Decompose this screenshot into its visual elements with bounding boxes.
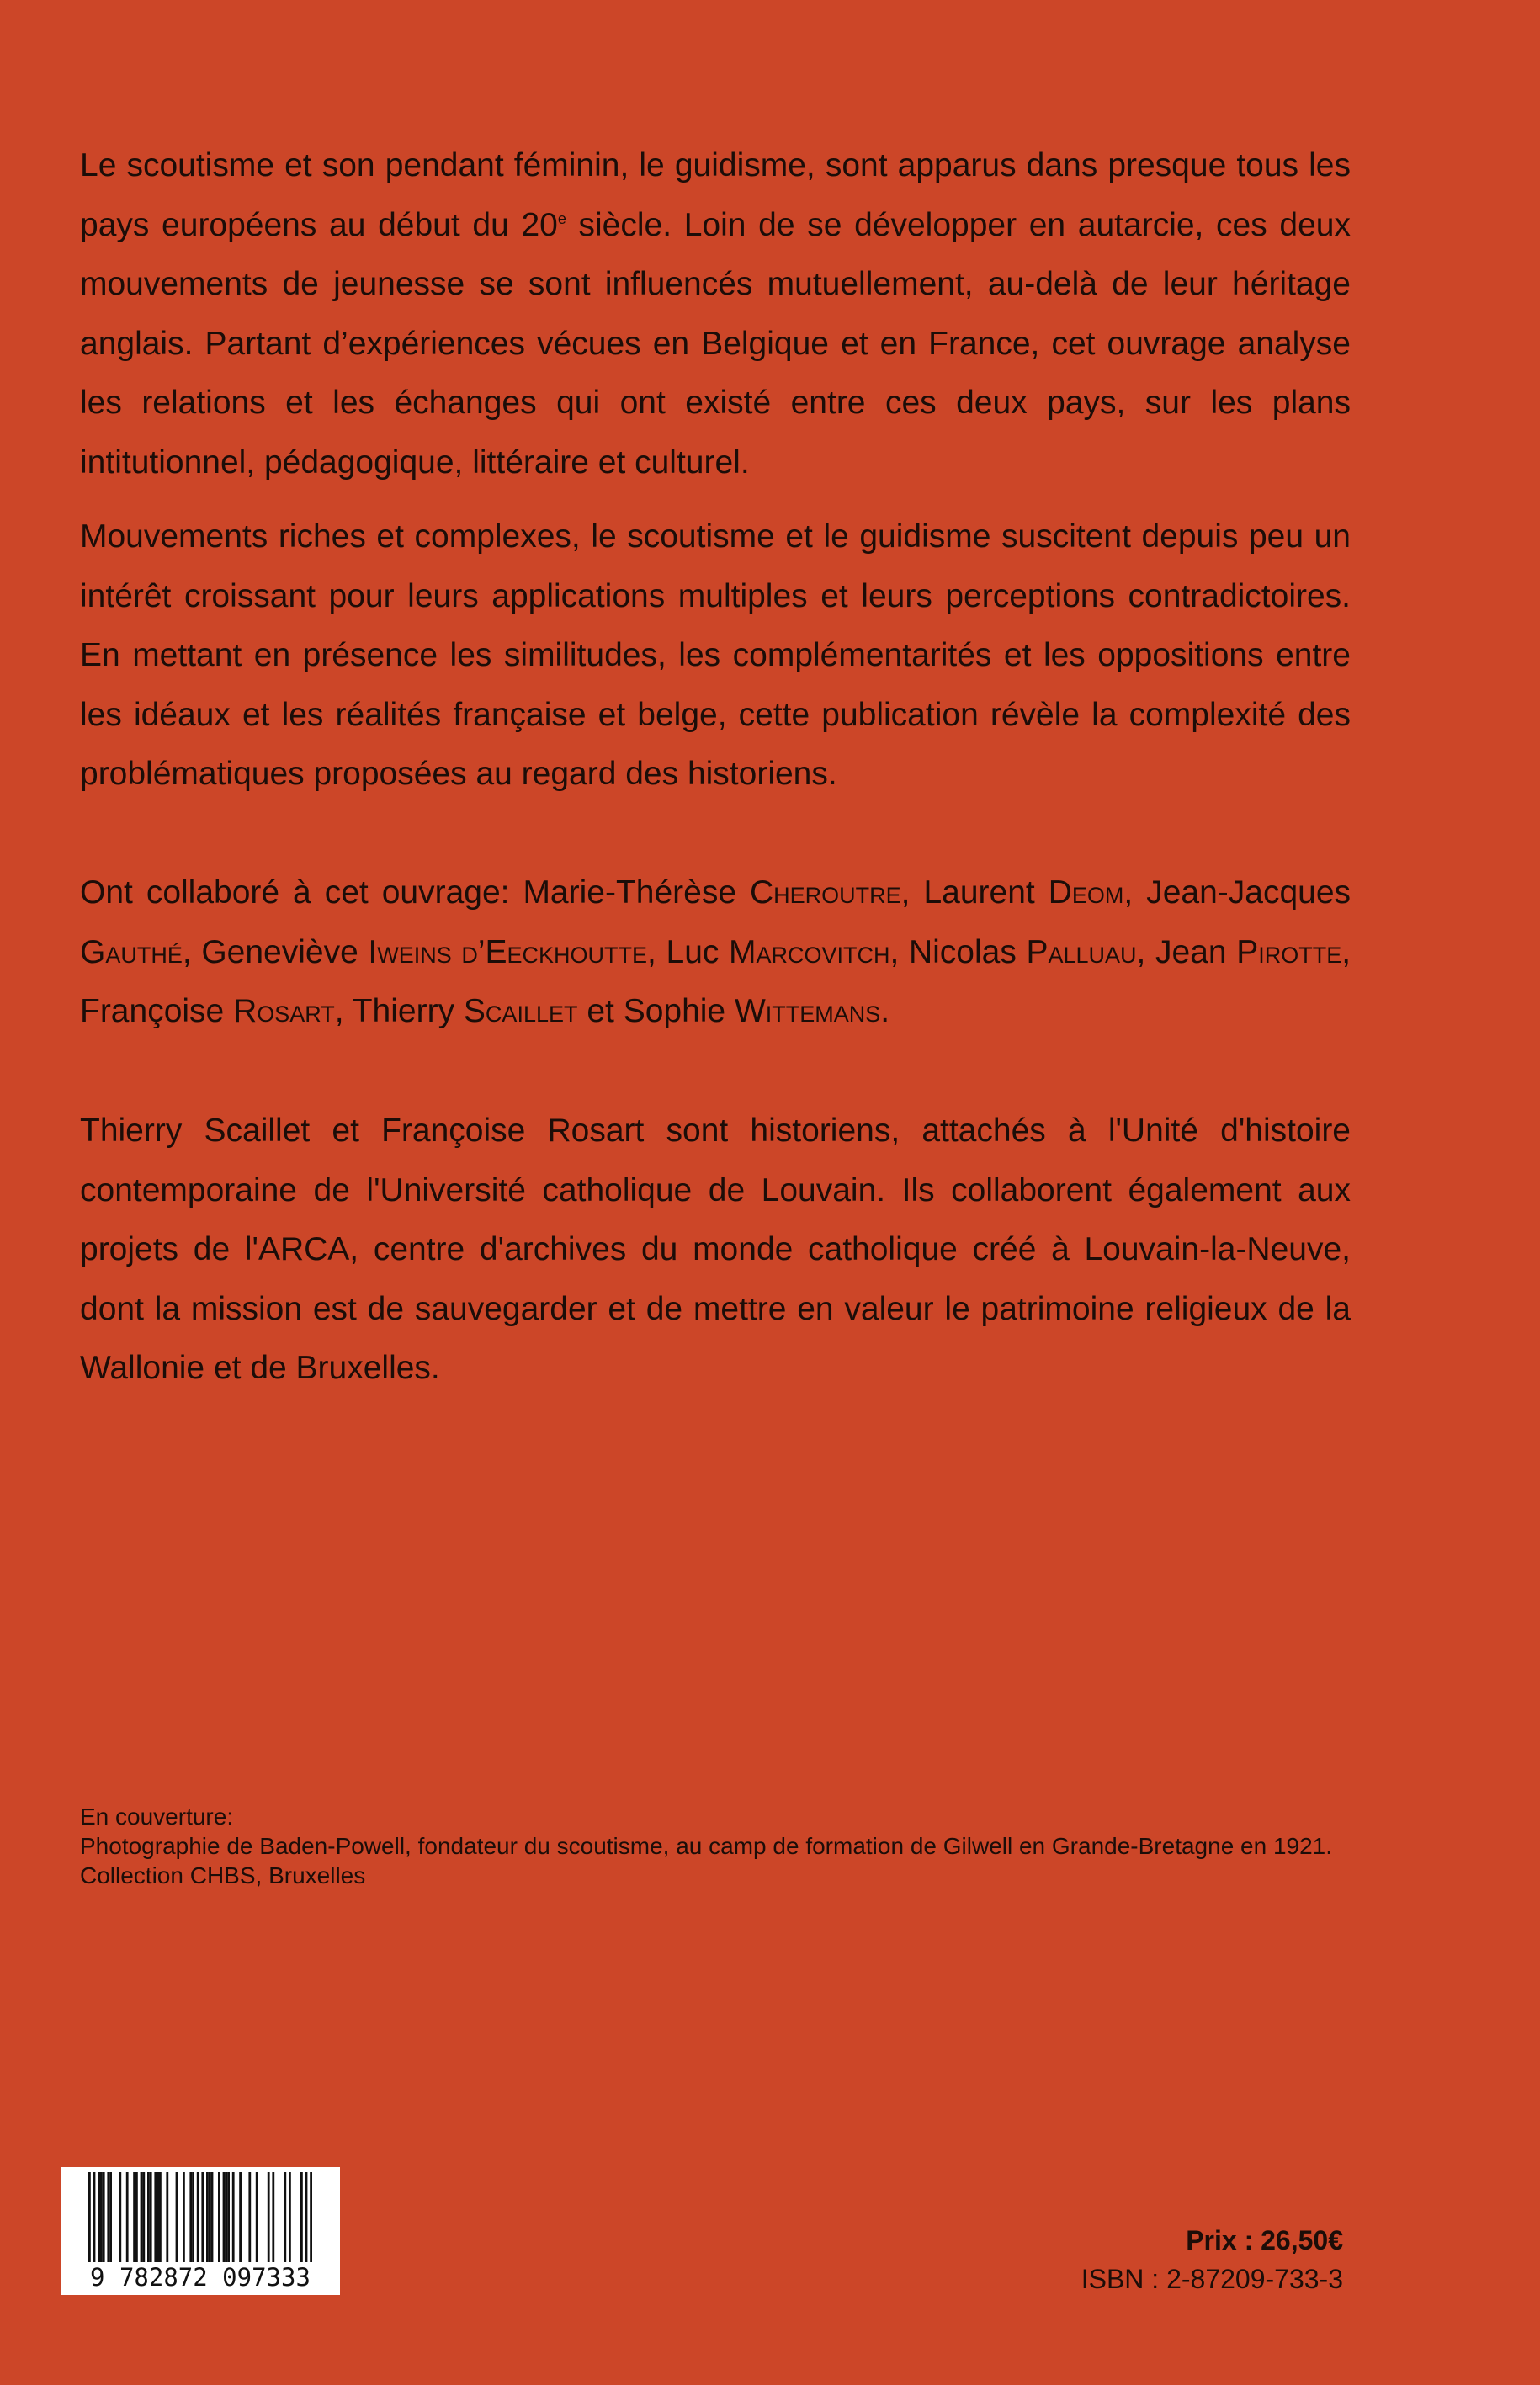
contributor-last-name: Scaillet: [463, 993, 578, 1030]
price-label: Prix : 26,50€: [1186, 2225, 1343, 2255]
barcode-bar: [147, 2172, 150, 2265]
barcode-bar: [109, 2172, 112, 2265]
barcode-bar: [107, 2172, 109, 2265]
summary-paragraph-1: [80, 136, 1351, 493]
barcode-bar: [227, 2172, 230, 2265]
contributor-separator: .: [880, 993, 890, 1030]
barcode-bar: [159, 2172, 162, 2265]
contributor-name: [80, 993, 335, 1029]
barcode-bar: [223, 2172, 226, 2265]
barcode-bar: [192, 2172, 194, 2265]
barcode-bar: [189, 2172, 192, 2265]
contributor-separator: ,: [1123, 874, 1147, 911]
barcode-bar: [248, 2172, 251, 2265]
contributor-separator: ,: [647, 933, 666, 970]
cover-credit-text: Photographie de Baden-Powell, fondateur du scoutisme, au camp de formation de Gilwell en Grande-Bretagne en 1921. Collection CHBS, Bruxelles: [80, 1833, 1333, 1888]
contributors-paragraph: [80, 863, 1351, 1042]
contributor-name: [909, 934, 1137, 970]
contributor-last-name: Deom: [1048, 874, 1124, 911]
barcode-bar: [135, 2172, 138, 2265]
contributor-last-name: Marcovitch: [729, 933, 890, 970]
contributor-name: [666, 934, 890, 970]
barcode-bar: [183, 2172, 185, 2265]
barcode-bar: [103, 2172, 105, 2265]
barcode-bar: [310, 2172, 312, 2265]
barcode-bar: [176, 2172, 178, 2265]
contributor-first-name: Jean: [1155, 933, 1237, 970]
barcode-bar: [300, 2172, 303, 2265]
isbn-label: ISBN : 2-87209-733-3: [1081, 2264, 1343, 2294]
contributor-first-name: Jean-Jacques: [1146, 874, 1351, 911]
barcode-bar: [201, 2172, 204, 2265]
contributor-first-name: Geneviève: [201, 933, 369, 970]
contributor-last-name: Cheroutre: [749, 874, 901, 911]
barcode-bar: [133, 2172, 135, 2265]
barcode-bar: [154, 2172, 157, 2265]
barcode-bar: [126, 2172, 129, 2265]
contributor-separator: ,: [900, 874, 924, 911]
barcode-bar: [218, 2172, 220, 2265]
contributor-separator: ,: [889, 933, 909, 970]
barcode-bar: [88, 2172, 91, 2265]
barcode-bar: [289, 2172, 291, 2265]
barcode-bar: [157, 2172, 159, 2265]
contributor-separator: et: [577, 993, 624, 1030]
contributor-name: [624, 993, 881, 1029]
barcode-bar: [150, 2172, 152, 2265]
barcode-digits: 9 782872 097333: [61, 2262, 340, 2292]
contributor-separator: ,: [334, 993, 353, 1030]
contributor-last-name: Palluau: [1026, 933, 1137, 970]
cover-credit: [80, 1802, 1342, 1890]
contributor-last-name: Rosart: [233, 993, 335, 1030]
barcode-bar: [232, 2172, 235, 2265]
contributor-first-name: Laurent: [923, 874, 1049, 911]
barcode-bar: [209, 2172, 211, 2265]
contributor-first-name: Françoise: [80, 993, 234, 1030]
barcode-bar: [284, 2172, 286, 2265]
century-superscript: e: [557, 210, 566, 227]
barcode-bar: [256, 2172, 258, 2265]
cover-credit-heading: En couverture:: [80, 1803, 234, 1830]
contributor-name: [1155, 934, 1341, 970]
contributor-first-name: Sophie: [623, 993, 735, 1030]
barcode-bar: [142, 2172, 145, 2265]
authors-bio-paragraph: Thierry Scaillet et Françoise Rosart sont historiens, attachés à l'Unité d'histoire contemporaine de l'Université catholique de Louvain. Ils collaborent également aux projets de l'ARCA, centre d'archives du monde catholique créé à Louvain-la-Neuve, dont la mission est de sauvegarder et de mettre en valeur le patrimoine religieux de la Wallonie et de Bruxelles.: [80, 1113, 1351, 1387]
contributor-last-name: Gauthé: [80, 933, 183, 970]
summary-paragraph-1-end: siècle. Loin de se développer en autarcie, ces deux mouvements de jeunesse se sont influencés mutuellement, au-delà de leur héritage anglais. Partant d’expériences vécues en Belgique et en France, cet ouvrage analyse les relations et les échanges qui ont existé entre ces deux pays, sur les plans intitutionnel, pédagogique, littéraire et culturel.: [80, 206, 1351, 481]
contributor-separator: ,: [1341, 933, 1351, 970]
barcode-bar: [93, 2172, 96, 2265]
summary-paragraph-2: Mouvements riches et complexes, le scoutisme et le guidisme suscitent depuis peu un intérêt croissant pour leurs applications multiples et leurs perceptions contradictoires. En mettant en présence les similitudes, les complémentarités et les oppositions entre les idéaux et les réalités française et belge, cette publication révèle la complexité des problématiques proposées au regard des historiens.: [80, 518, 1351, 793]
contributor-first-name: Nicolas: [908, 933, 1027, 970]
barcode-bar: [166, 2172, 168, 2265]
barcode-bar: [305, 2172, 308, 2265]
contributor-name: [923, 874, 1123, 911]
barcode-bar: [119, 2172, 121, 2265]
barcode-bar: [98, 2172, 100, 2265]
contributor-separator: ,: [182, 933, 202, 970]
isbn-barcode: [61, 2167, 340, 2295]
barcode-bar: [141, 2172, 143, 2265]
contributor-separator: ,: [1136, 933, 1155, 970]
contributor-last-name: Iweins d’Eeckhoutte: [368, 933, 648, 970]
barcode-bar: [225, 2172, 227, 2265]
barcode-bar: [197, 2172, 199, 2265]
contributor-name: [201, 934, 647, 970]
barcode-bar: [268, 2172, 270, 2265]
contributor-last-name: Pirotte: [1236, 933, 1342, 970]
contributor-first-name: Luc: [666, 933, 729, 970]
barcode-bar: [239, 2172, 242, 2265]
contributor-last-name: Wittemans: [734, 993, 881, 1030]
barcode-bar: [211, 2172, 214, 2265]
contributor-first-name: Thierry: [352, 993, 464, 1030]
barcode-bar: [100, 2172, 103, 2265]
barcode-bar: [272, 2172, 274, 2265]
contributors-intro: Ont collaboré à cet ouvrage:: [80, 874, 523, 911]
summary-paragraph-1-start: Le scoutisme et son pendant féminin, le guidisme, sont apparus dans presque tous les pays européens au début du 20: [80, 147, 1351, 243]
contributor-name: [353, 993, 578, 1029]
barcode-bar: [206, 2172, 209, 2265]
contributor-name: [523, 874, 900, 911]
contributor-first-name: Marie-Thérèse: [523, 874, 750, 911]
